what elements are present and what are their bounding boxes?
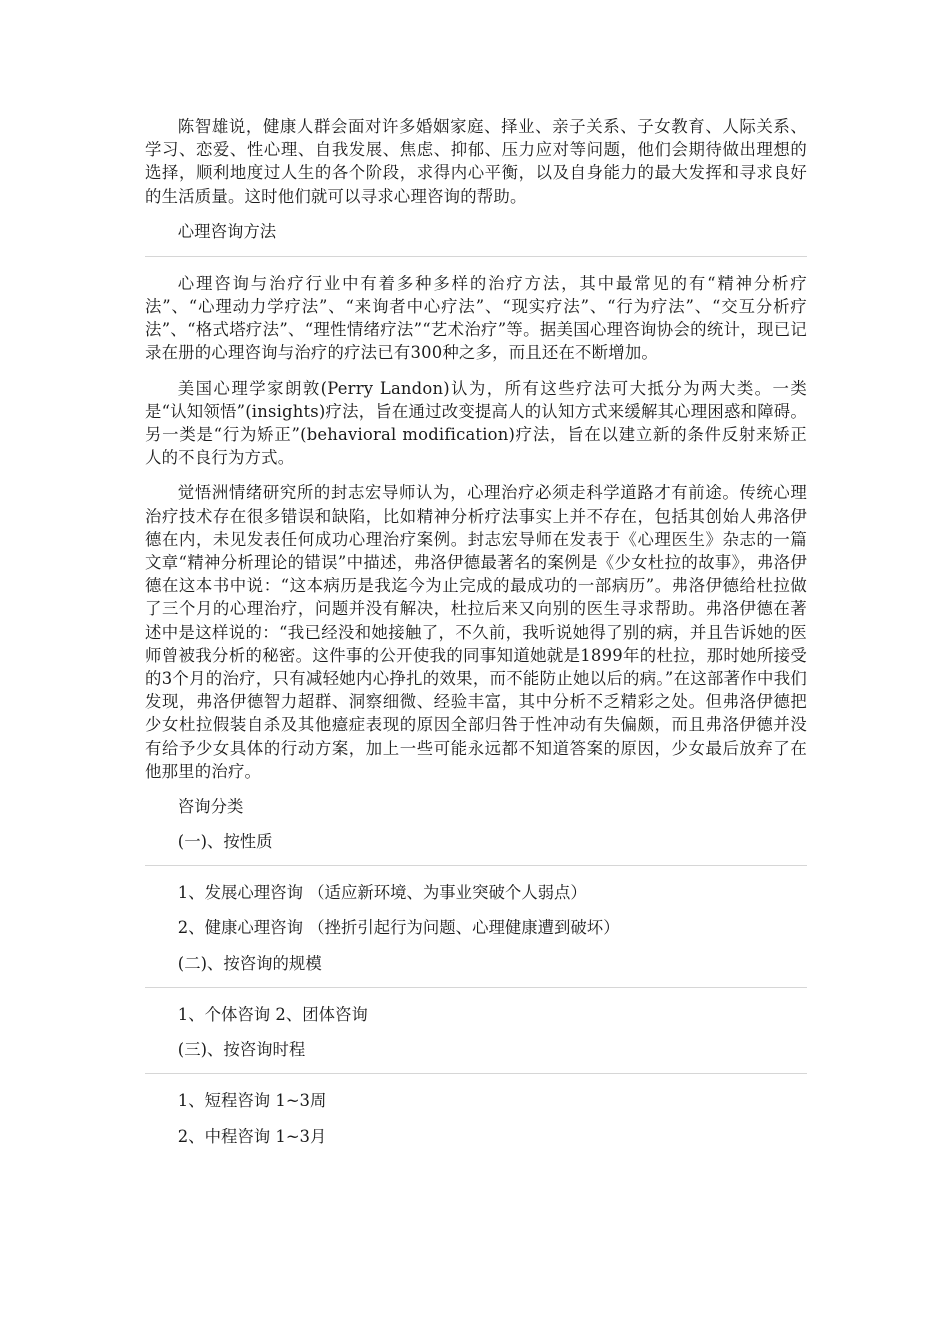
paragraph-landon: 美国心理学家朗敦(Perry Landon)认为，所有这些疗法可大抵分为两大类。一类是“认知领悟”(insights)疗法，旨在通过改变提高人的认知方式来缓解其心理困惑和障碍。另一类是“行为矫正”(behavioral modification)疗法，旨在以建立新的条件反射来矫正人的不良行为方式。 [145,378,807,468]
paragraph-intro: 陈智雄说，健康人群会面对许多婚姻家庭、择业、亲子关系、子女教育、人际关系、学习、恋爱、性心理、自我发展、焦虑、抑郁、压力应对等问题，他们会期待做出理想的选择，顺利地度过人生的各个阶段，求得内心平衡，以及自身能力的最大发挥和寻求良好的生活质量。这时他们就可以寻求心理咨询的帮助。 [145,117,807,206]
section-by-scale: (二)、按咨询的规模 [177,953,322,973]
section-by-duration: (三)、按咨询时程 [177,1040,306,1060]
heading-categories: 咨询分类 [177,797,244,817]
list-item: 1、个体咨询 2、团体咨询 [177,1004,368,1024]
paragraph-freud: 觉悟洲情绪研究所的封志宏导师认为，心理治疗必须走科学道路才有前途。传统心理治疗技术存在很多错误和缺陷，比如精神分析疗法事实上并不存在，包括其创始人弗洛伊德在内，未见发表任何成功心理治疗案例。封志宏导师在发表于《心理医生》杂志的一篇文章“精神分析理论的错误”中描述，弗洛伊德最著名的案例是《少女杜拉的故事》，弗洛伊德在这本书中说：“这本病历是我迄今为止完成的最成功的一部病历”。弗洛伊德给杜拉做了三个月的心理治疗，问题并没有解决，杜拉后来又向别的医生寻求帮助。弗洛伊德在著述中是这样说的：“我已经没和她接触了，不久前，我听说她得了别的病，并且告诉她的医师曾被我分析的秘密。这件事的公开使我的同事知道她就是1899年的杜拉，那时她所接受的3个月的治疗，只有减轻她内心挣扎的效果，而不能防止她以后的病。”在这部著作中我们发现，弗洛伊德智力超群、洞察细微、经验丰富，其中分析不乏精彩之处。但弗洛伊德把少女杜拉假装自杀及其他癔症表现的原因全部归咎于性冲动有失偏颇，而且弗洛伊德并没有给予少女具体的行动方案，加上一些可能永远都不知道答案的原因，少女最后放弃了在他那里的治疗。 [145,483,807,781]
paragraph-methods: 心理咨询与治疗行业中有着多种多样的治疗方法，其中最常见的有“精神分析疗法”、“心理动力学疗法”、“来询者中心疗法”、“现实疗法”、“行为疗法”、“交互分析疗法”、“格式塔疗法”、“理性情绪疗法”“艺术治疗”等。据美国心理咨询协会的统计，现已记录在册的心理咨询与治疗的疗法已有300种之多，而且还在不断增加。 [145,273,807,363]
list-item: 1、短程咨询 1~3周 [177,1091,327,1111]
list-item: 2、健康心理咨询 （挫折引起行为问题、心理健康遭到破坏） [177,918,620,938]
section-by-nature: (一)、按性质 [177,832,273,852]
list-item: 1、发展心理咨询 （适应新环境、为事业突破个人弱点） [177,883,587,903]
heading-methods: 心理咨询方法 [177,221,277,241]
document-page [145,115,807,1148]
list-item: 2、中程咨询 1~3月 [177,1126,327,1146]
